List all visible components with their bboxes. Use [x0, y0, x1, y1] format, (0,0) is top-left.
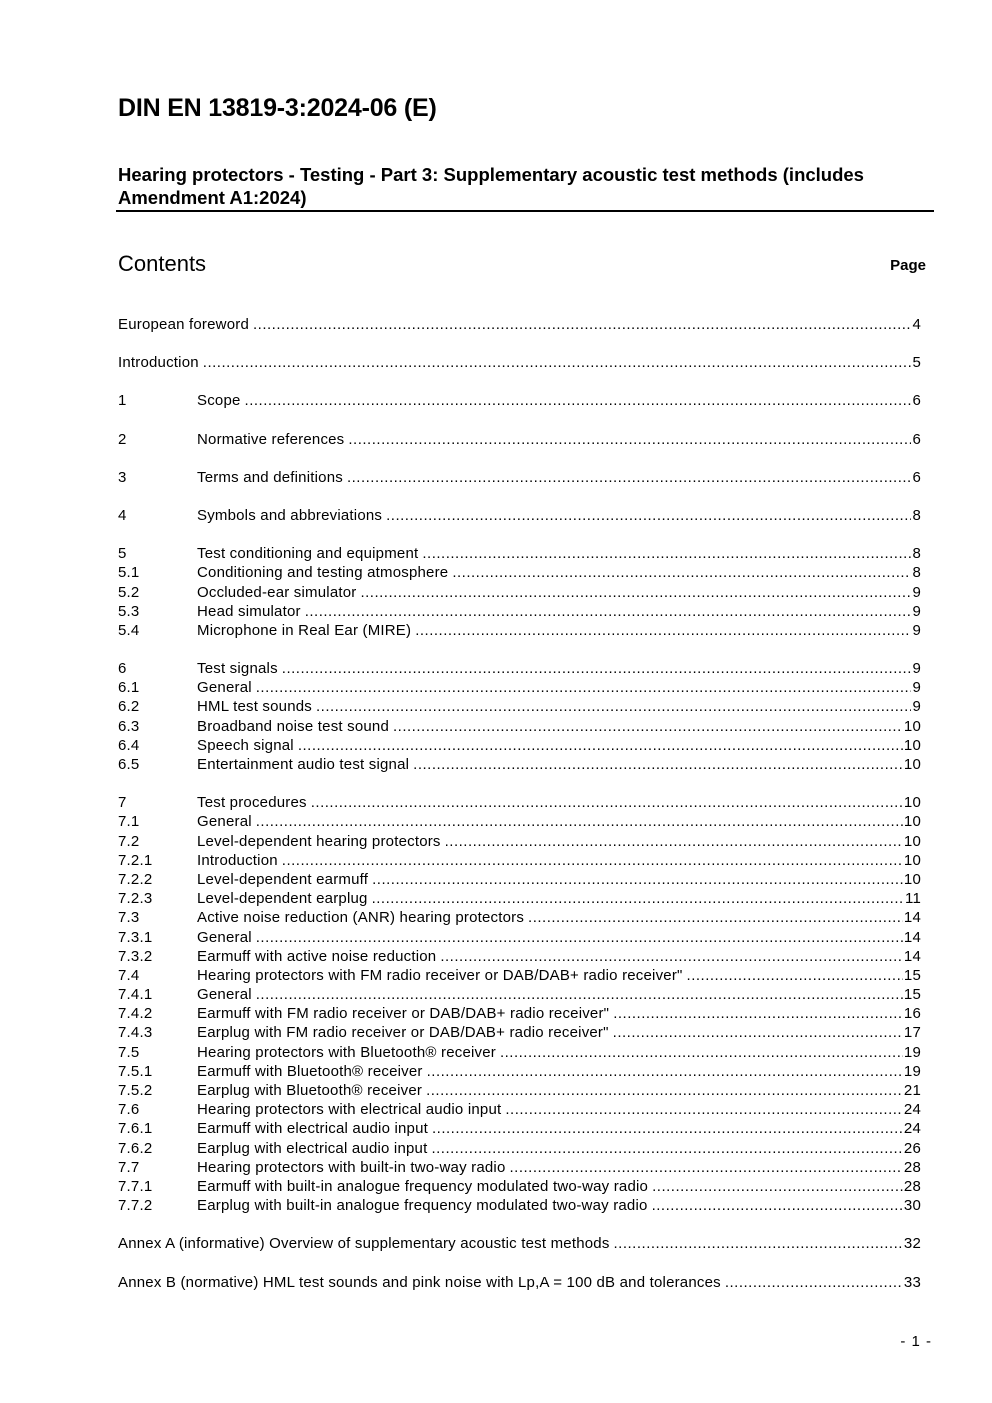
toc-leader: [245, 391, 912, 410]
toc-page: 11: [905, 890, 921, 908]
toc-title: Broadband noise test sound: [197, 717, 390, 735]
toc-page: 24: [903, 1120, 921, 1138]
toc-title: Level-dependent earplug: [197, 890, 368, 908]
toc-leader: [452, 563, 911, 582]
toc-page: 14: [903, 909, 921, 927]
toc-leader: [316, 697, 911, 716]
toc-title: Symbols and abbreviations: [197, 506, 383, 524]
toc-title: Annex B (normative) HML test sounds and pink noise with Lp,A = 100 dB and tolerances: [118, 1273, 721, 1291]
toc-entry[interactable]: [118, 870, 921, 889]
toc-title: Hearing protectors with electrical audio input: [197, 1101, 502, 1119]
toc-page: 15: [903, 986, 921, 1004]
toc-title: Test procedures: [197, 794, 307, 812]
toc-page: 28: [903, 1158, 921, 1176]
toc-number: 7.6: [118, 1101, 140, 1119]
toc-entry[interactable]: [118, 583, 921, 602]
toc-title: Annex A (informative) Overview of supplementary acoustic test methods: [118, 1235, 610, 1253]
toc-leader: [393, 717, 903, 736]
toc-number: 6.3: [118, 717, 140, 735]
toc-leader: [386, 506, 911, 525]
toc-page: 28: [903, 1177, 921, 1195]
toc-title: Earmuff with built-in analogue frequency modulated two-way radio: [197, 1177, 649, 1195]
toc-title: Level-dependent hearing protectors: [197, 832, 441, 850]
toc-number: 7.4.1: [118, 986, 153, 1004]
toc-leader: [432, 1119, 903, 1138]
toc-entry[interactable]: [118, 832, 921, 851]
toc-leader: [256, 678, 912, 697]
toc-leader: [613, 1023, 903, 1042]
toc-leader: [422, 544, 911, 563]
toc-entry[interactable]: [118, 793, 921, 812]
toc-entry[interactable]: [118, 908, 921, 927]
toc-title: Earplug with Bluetooth® receiver: [197, 1082, 423, 1099]
toc-number: 7.3: [118, 909, 140, 927]
toc-title: Conditioning and testing atmosphere: [197, 564, 449, 582]
toc-title: European foreword: [118, 316, 249, 333]
toc-entry[interactable]: [118, 544, 921, 563]
toc-page: 9: [912, 602, 921, 620]
toc-number: 5.4: [118, 621, 140, 639]
toc-entry[interactable]: [118, 1177, 921, 1196]
toc-page: 6: [912, 468, 921, 486]
toc-title: Earplug with electrical audio input: [197, 1139, 428, 1157]
toc-page: 16: [903, 1005, 921, 1023]
toc-leader: [298, 736, 903, 755]
toc-title: Earplug with FM radio receiver or DAB/DAB+ radio receiver": [197, 1024, 609, 1042]
toc-page: 21: [903, 1082, 921, 1099]
toc-page: 10: [903, 851, 921, 869]
toc-entry[interactable]: [118, 1119, 921, 1138]
toc-entry[interactable]: [118, 602, 921, 621]
toc-entry[interactable]: [118, 1100, 921, 1119]
toc-entry[interactable]: [118, 1081, 921, 1100]
toc-title: Hearing protectors with built-in two-way radio: [197, 1158, 506, 1176]
toc-entry[interactable]: [118, 430, 921, 449]
toc-number: 7.5.2: [118, 1082, 153, 1099]
document-title: Hearing protectors - Testing - Part 3: Supplementary acoustic test methods (includes Amendment A1:2024): [118, 164, 864, 208]
toc-leader: [256, 928, 903, 947]
toc-page: 4: [912, 316, 921, 333]
contents-heading: Contents: [118, 251, 207, 276]
toc-entry[interactable]: [118, 1004, 921, 1023]
page-column-label: Page: [890, 257, 926, 274]
toc-page: 33: [903, 1273, 921, 1291]
toc-entry[interactable]: [118, 1273, 921, 1292]
toc-entry[interactable]: [118, 1234, 921, 1253]
toc-number: 7.4: [118, 966, 140, 984]
toc-leader: [725, 1273, 903, 1292]
toc-entry[interactable]: [118, 1139, 921, 1158]
toc-leader: [440, 947, 903, 966]
toc-leader: [652, 1177, 903, 1196]
toc-number: 6.2: [118, 698, 140, 716]
toc-number: 7: [118, 794, 127, 812]
toc-number: 7.6.2: [118, 1139, 153, 1157]
toc-page: 5: [912, 354, 921, 372]
toc-entry[interactable]: [118, 736, 921, 755]
toc-page: 19: [903, 1062, 921, 1080]
toc-leader: [253, 315, 911, 334]
toc-entry[interactable]: [118, 851, 921, 870]
toc-title: Head simulator: [197, 602, 301, 620]
toc-number: 7.4.3: [118, 1024, 153, 1042]
toc-leader: [445, 832, 903, 851]
toc-title: Speech signal: [197, 736, 294, 754]
toc-entry[interactable]: [118, 1062, 921, 1081]
toc-title: Active noise reduction (ANR) hearing protectors: [197, 909, 525, 927]
toc-leader: [360, 583, 911, 602]
toc-page: 10: [903, 870, 921, 888]
toc-entry[interactable]: [118, 353, 921, 372]
toc-entry[interactable]: [118, 678, 921, 697]
toc-number: 7.4.2: [118, 1005, 153, 1023]
toc-leader: [348, 430, 911, 449]
toc-leader: [372, 870, 903, 889]
toc-entry[interactable]: [118, 659, 921, 678]
toc-leader: [427, 1062, 903, 1081]
toc-entry[interactable]: [118, 506, 921, 525]
toc-entry[interactable]: [118, 697, 921, 716]
toc-title: General: [197, 813, 252, 831]
toc-page: 24: [903, 1101, 921, 1119]
toc-number: 7.5: [118, 1043, 140, 1061]
toc-title: Test signals: [197, 660, 278, 678]
toc-leader: [256, 812, 903, 831]
toc-entry[interactable]: [118, 755, 921, 774]
toc-page: 10: [903, 794, 921, 812]
toc-number: 2: [118, 430, 127, 448]
toc-page: 6: [912, 392, 921, 410]
toc-page: 19: [903, 1043, 921, 1061]
toc-page: 6: [912, 430, 921, 448]
toc-entry[interactable]: [118, 1196, 921, 1215]
toc-entry[interactable]: [118, 315, 921, 334]
toc-entry[interactable]: [118, 717, 921, 736]
toc-page: 9: [912, 660, 921, 678]
toc-page: 10: [903, 756, 921, 773]
toc-number: 1: [118, 392, 127, 410]
toc-number: 7.2.1: [118, 851, 153, 869]
toc-entry[interactable]: [118, 812, 921, 831]
toc-page: 8: [912, 564, 921, 582]
toc-entry[interactable]: [118, 1043, 921, 1062]
toc-title: HML test sounds: [197, 698, 312, 716]
toc-title: Hearing protectors with FM radio receiver or DAB/DAB+ radio receiver": [197, 966, 683, 984]
toc-page: 10: [903, 736, 921, 754]
toc-leader: [687, 966, 903, 985]
toc-leader: [500, 1043, 903, 1062]
toc-entry[interactable]: [118, 947, 921, 966]
toc-leader: [282, 659, 912, 678]
toc-leader: [203, 353, 912, 372]
toc-leader: [431, 1139, 902, 1158]
toc-number: 7.6.1: [118, 1120, 153, 1138]
toc-title: Microphone in Real Ear (MIRE): [197, 621, 412, 639]
toc-leader: [528, 908, 903, 927]
toc-entry[interactable]: [118, 621, 921, 640]
toc-entry[interactable]: [118, 985, 921, 1004]
toc-leader: [256, 985, 903, 1004]
toc-page: 14: [903, 928, 921, 946]
toc-number: 6: [118, 660, 127, 678]
toc-page: 8: [912, 506, 921, 524]
toc-number: 4: [118, 506, 127, 524]
table-of-contents: [118, 315, 921, 1292]
toc-leader: [426, 1081, 903, 1100]
toc-number: 5.1: [118, 564, 140, 582]
toc-title: Earplug with built-in analogue frequency modulated two-way radio: [197, 1197, 648, 1215]
toc-page: 15: [903, 966, 921, 984]
toc-leader: [305, 602, 912, 621]
toc-leader: [652, 1196, 903, 1215]
toc-leader: [372, 889, 904, 908]
toc-number: 7.2.2: [118, 870, 153, 888]
page-number: - 1 -: [900, 1333, 932, 1350]
toc-leader: [505, 1100, 903, 1119]
toc-leader: [613, 1004, 903, 1023]
toc-number: 7.7.2: [118, 1197, 153, 1215]
toc-leader: [311, 793, 903, 812]
toc-title: General: [197, 928, 252, 946]
toc-title: Test conditioning and equipment: [197, 545, 419, 563]
toc-entry[interactable]: [118, 928, 921, 947]
toc-leader: [415, 621, 911, 640]
toc-number: 5: [118, 545, 127, 563]
toc-title: Entertainment audio test signal: [197, 756, 410, 773]
toc-title: Introduction: [197, 851, 278, 869]
toc-title: Occluded-ear simulator: [197, 583, 357, 601]
toc-title: Scope: [197, 392, 241, 410]
toc-title: General: [197, 986, 252, 1004]
toc-entry[interactable]: [118, 468, 921, 487]
toc-title: Earmuff with active noise reduction: [197, 947, 437, 965]
toc-entry[interactable]: [118, 563, 921, 582]
toc-number: 6.1: [118, 679, 140, 697]
toc-page: 9: [912, 679, 921, 697]
toc-leader: [347, 468, 912, 487]
toc-page: 9: [912, 621, 921, 639]
toc-page: 9: [912, 583, 921, 601]
toc-page: 32: [903, 1235, 921, 1253]
toc-number: 7.1: [118, 813, 140, 831]
toc-leader: [413, 755, 903, 774]
toc-entry[interactable]: [118, 391, 921, 410]
toc-page: 10: [903, 717, 921, 735]
toc-title: Hearing protectors with Bluetooth® receiver: [197, 1043, 496, 1061]
toc-title: Earmuff with Bluetooth® receiver: [197, 1062, 423, 1080]
toc-title: Level-dependent earmuff: [197, 870, 369, 888]
toc-number: 7.3.2: [118, 947, 153, 965]
toc-number: 7.5.1: [118, 1062, 153, 1080]
toc-entry[interactable]: [118, 966, 921, 985]
toc-number: 5.3: [118, 602, 140, 620]
toc-entry[interactable]: [118, 1023, 921, 1042]
toc-number: 7.2.3: [118, 890, 153, 908]
toc-number: 6.5: [118, 756, 140, 773]
toc-title: Terms and definitions: [197, 468, 343, 486]
toc-page: 26: [903, 1139, 921, 1157]
toc-entry[interactable]: [118, 889, 921, 908]
toc-number: 7.7: [118, 1158, 140, 1176]
toc-number: 7.3.1: [118, 928, 153, 946]
toc-page: 8: [912, 545, 921, 563]
document-id: DIN EN 13819-3:2024-06 (E): [118, 94, 437, 122]
title-rule: [116, 210, 934, 212]
toc-page: 14: [903, 947, 921, 965]
toc-title: Normative references: [197, 430, 345, 448]
toc-entry[interactable]: [118, 1158, 921, 1177]
toc-leader: [510, 1158, 903, 1177]
toc-number: 3: [118, 468, 127, 486]
toc-title: Introduction: [118, 354, 199, 372]
toc-number: 6.4: [118, 736, 140, 754]
toc-page: 10: [903, 832, 921, 850]
toc-page: 9: [912, 698, 921, 716]
toc-title: General: [197, 679, 252, 697]
toc-page: 17: [903, 1024, 921, 1042]
toc-leader: [282, 851, 903, 870]
toc-title: Earmuff with electrical audio input: [197, 1120, 429, 1138]
toc-number: 7.2: [118, 832, 140, 850]
toc-leader: [614, 1234, 903, 1253]
toc-page: 30: [903, 1197, 921, 1215]
toc-page: 10: [903, 813, 921, 831]
toc-number: 5.2: [118, 583, 140, 601]
toc-title: Earmuff with FM radio receiver or DAB/DAB+ radio receiver": [197, 1005, 610, 1023]
toc-number: 7.7.1: [118, 1177, 153, 1195]
